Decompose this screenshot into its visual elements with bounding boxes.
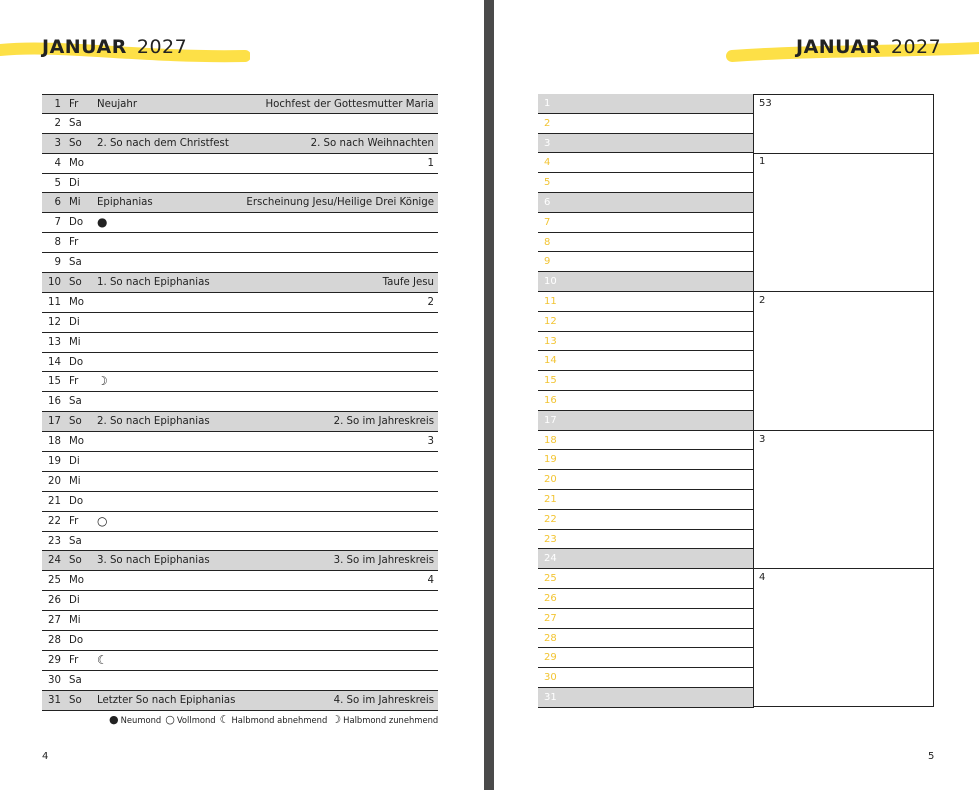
- month-name: JANUAR: [796, 36, 881, 58]
- day-number: 27: [48, 615, 61, 627]
- day-number: 12: [48, 316, 61, 328]
- moon-phase-icon: ●: [97, 215, 108, 230]
- weekday: Fr: [69, 654, 79, 666]
- moon-phase-icon: ●: [109, 713, 119, 726]
- day-number: 15: [48, 376, 61, 388]
- legend-item: [165, 715, 215, 725]
- day-row: [42, 372, 438, 392]
- month-title: [42, 36, 187, 58]
- day-row: [42, 551, 438, 571]
- date-cell: 5: [538, 173, 754, 193]
- liturgical-label: Erscheinung Jesu/Heilige Drei Könige: [246, 197, 434, 209]
- week-box: [754, 431, 933, 570]
- day-number: 23: [48, 535, 61, 547]
- event-label: 3. So nach Epiphanias: [97, 555, 210, 567]
- date-cell: 8: [538, 233, 754, 253]
- legend-label: Neumond: [120, 715, 162, 725]
- day-number: 7: [54, 217, 61, 229]
- date-cell: 31: [538, 688, 754, 708]
- day-row: [42, 333, 438, 353]
- day-row: [42, 174, 438, 194]
- week-box: [754, 569, 933, 708]
- day-number: 28: [48, 635, 61, 647]
- date-cell: 28: [538, 629, 754, 649]
- date-cell: 23: [538, 530, 754, 550]
- week-box: [754, 95, 933, 154]
- weekday: Sa: [69, 257, 82, 269]
- date-cell: 29: [538, 648, 754, 668]
- moon-phase-legend: [105, 713, 438, 726]
- page-number-right: 5: [928, 751, 935, 762]
- day-row: [42, 253, 438, 273]
- liturgical-label: 2. So nach Weihnachten: [310, 137, 434, 149]
- day-table: [42, 94, 438, 711]
- weekday: Fr: [69, 99, 79, 110]
- day-row: [42, 571, 438, 591]
- day-number: 21: [48, 495, 61, 507]
- day-number: 31: [48, 694, 61, 706]
- day-number: 14: [48, 356, 61, 368]
- week-box: [754, 153, 933, 292]
- weekday: Fr: [69, 237, 79, 249]
- moon-phase-icon: ○: [165, 713, 175, 726]
- date-cell: 9: [538, 252, 754, 272]
- date-cell: 20: [538, 470, 754, 490]
- weekday: Mo: [69, 296, 85, 308]
- day-number: 6: [54, 197, 61, 209]
- date-cell: 13: [538, 332, 754, 352]
- liturgical-label: 3. So im Jahreskreis: [333, 555, 434, 567]
- day-row: [42, 193, 438, 213]
- legend-label: Halbmond zunehmend: [343, 715, 439, 725]
- weekday: Do: [69, 356, 84, 368]
- day-row: [42, 412, 438, 432]
- moon-phase-icon: ☾: [219, 713, 230, 726]
- legend-label: Vollmond: [176, 715, 216, 725]
- date-cell: 2: [538, 114, 754, 134]
- date-cell: 30: [538, 668, 754, 688]
- weekday: Di: [69, 595, 80, 607]
- day-number: 24: [48, 555, 61, 567]
- day-row: [42, 651, 438, 671]
- day-number: 16: [48, 396, 61, 408]
- day-number: 26: [48, 595, 61, 607]
- month-title: [796, 36, 941, 58]
- day-row: [42, 392, 438, 412]
- day-row: [42, 591, 438, 611]
- legend-label: Halbmond abnehmend: [231, 715, 328, 725]
- year: 2027: [890, 36, 942, 58]
- weekday: Do: [69, 495, 84, 507]
- liturgical-label: 1: [427, 157, 434, 169]
- day-row: [42, 94, 438, 114]
- day-number: 17: [48, 416, 61, 428]
- week-number: 4: [759, 572, 766, 584]
- weekday: Sa: [69, 535, 82, 547]
- event-label: Epiphanias: [97, 197, 153, 209]
- date-cell: 19: [538, 450, 754, 470]
- day-row: [42, 452, 438, 472]
- date-cell: 4: [538, 153, 754, 173]
- date-column: [538, 94, 754, 708]
- weekday: So: [69, 137, 82, 149]
- day-number: 8: [54, 237, 61, 249]
- day-number: 3: [54, 137, 61, 149]
- day-number: 10: [48, 277, 61, 289]
- weekday: Mi: [69, 336, 81, 348]
- day-number: 13: [48, 336, 61, 348]
- day-row: [42, 432, 438, 452]
- date-cell: 6: [538, 193, 754, 213]
- weekday: Sa: [69, 674, 82, 686]
- event-label: 2. So nach dem Christfest: [97, 137, 229, 149]
- date-cell: 12: [538, 312, 754, 332]
- day-number: 18: [48, 436, 61, 448]
- day-row: [42, 353, 438, 373]
- date-cell: 26: [538, 589, 754, 609]
- date-cell: 7: [538, 213, 754, 233]
- weekday: Fr: [69, 376, 79, 388]
- day-row: [42, 134, 438, 154]
- weekday: Mi: [69, 197, 81, 209]
- weekday: Sa: [69, 396, 82, 408]
- date-cell: 16: [538, 391, 754, 411]
- moon-phase-icon: ☽: [331, 713, 342, 726]
- weekday: Mi: [69, 615, 81, 627]
- event-label: 1. So nach Epiphanias: [97, 277, 210, 289]
- moon-phase-icon: ☽: [97, 374, 108, 389]
- week-number: 1: [759, 156, 766, 168]
- liturgical-label: 3: [427, 436, 434, 448]
- book-spine: [484, 0, 494, 790]
- liturgical-label: Taufe Jesu: [382, 277, 434, 289]
- date-cell: 14: [538, 351, 754, 371]
- weekday: Mi: [69, 475, 81, 487]
- date-cell: 22: [538, 510, 754, 530]
- left-page: [0, 0, 484, 790]
- weekday: Mo: [69, 575, 85, 587]
- day-number: 20: [48, 475, 61, 487]
- date-cell: 21: [538, 490, 754, 510]
- day-number: 25: [48, 575, 61, 587]
- date-cell: 27: [538, 609, 754, 629]
- date-cell: 3: [538, 134, 754, 154]
- liturgical-label: 2: [427, 296, 434, 308]
- date-cell: 10: [538, 272, 754, 292]
- liturgical-label: 4. So im Jahreskreis: [333, 694, 434, 706]
- date-cell: 25: [538, 569, 754, 589]
- day-row: [42, 691, 438, 711]
- weekday: Do: [69, 635, 84, 647]
- year: 2027: [136, 36, 188, 58]
- legend-item: [220, 715, 328, 725]
- day-row: [42, 114, 438, 134]
- liturgical-label: 4: [427, 575, 434, 587]
- day-number: 30: [48, 674, 61, 686]
- day-row: [42, 532, 438, 552]
- day-row: [42, 671, 438, 691]
- day-row: [42, 313, 438, 333]
- weekday: Di: [69, 456, 80, 468]
- day-number: 1: [54, 99, 61, 110]
- day-number: 29: [48, 654, 61, 666]
- moon-phase-icon: ☾: [97, 652, 108, 667]
- weekday: Fr: [69, 515, 79, 527]
- week-column: [753, 94, 934, 707]
- legend-item: [331, 715, 438, 725]
- right-page: [494, 0, 979, 790]
- weekday: Do: [69, 217, 84, 229]
- day-row: [42, 273, 438, 293]
- day-row: [42, 512, 438, 532]
- date-cell: 1: [538, 94, 754, 114]
- day-row: [42, 631, 438, 651]
- day-number: 9: [54, 257, 61, 269]
- legend-item: [109, 715, 161, 725]
- date-cell: 24: [538, 549, 754, 569]
- event-label: Neujahr: [97, 99, 138, 110]
- day-number: 22: [48, 515, 61, 527]
- event-label: Letzter So nach Epiphanias: [97, 694, 236, 706]
- week-number: 2: [759, 295, 766, 306]
- day-row: [42, 154, 438, 174]
- week-box: [754, 292, 933, 431]
- week-number: 3: [759, 433, 766, 445]
- liturgical-label: Hochfest der Gottesmutter Maria: [265, 99, 434, 110]
- date-cell: 11: [538, 292, 754, 312]
- month-name: JANUAR: [42, 36, 127, 58]
- day-number: 11: [48, 296, 61, 308]
- page-number-left: 4: [42, 751, 49, 762]
- day-number: 4: [54, 157, 61, 169]
- weekday: So: [69, 416, 82, 428]
- day-number: 19: [48, 456, 61, 468]
- day-row: [42, 293, 438, 313]
- liturgical-label: 2. So im Jahreskreis: [333, 416, 434, 428]
- date-cell: 15: [538, 371, 754, 391]
- weekday: Di: [69, 177, 80, 189]
- weekday: Sa: [69, 117, 82, 129]
- day-row: [42, 472, 438, 492]
- event-label: 2. So nach Epiphanias: [97, 416, 210, 428]
- day-row: [42, 611, 438, 631]
- weekday: Mo: [69, 436, 85, 448]
- moon-phase-icon: ○: [97, 513, 108, 528]
- day-number: 5: [54, 177, 61, 189]
- weekday: Di: [69, 316, 80, 328]
- weekday: Mo: [69, 157, 85, 169]
- weekday: So: [69, 277, 82, 289]
- weekday: So: [69, 555, 82, 567]
- day-row: [42, 213, 438, 233]
- date-cell: 17: [538, 411, 754, 431]
- day-row: [42, 492, 438, 512]
- day-number: 2: [54, 117, 61, 129]
- weekday: So: [69, 694, 82, 706]
- day-row: [42, 233, 438, 253]
- date-cell: 18: [538, 431, 754, 451]
- week-number: 53: [759, 98, 772, 109]
